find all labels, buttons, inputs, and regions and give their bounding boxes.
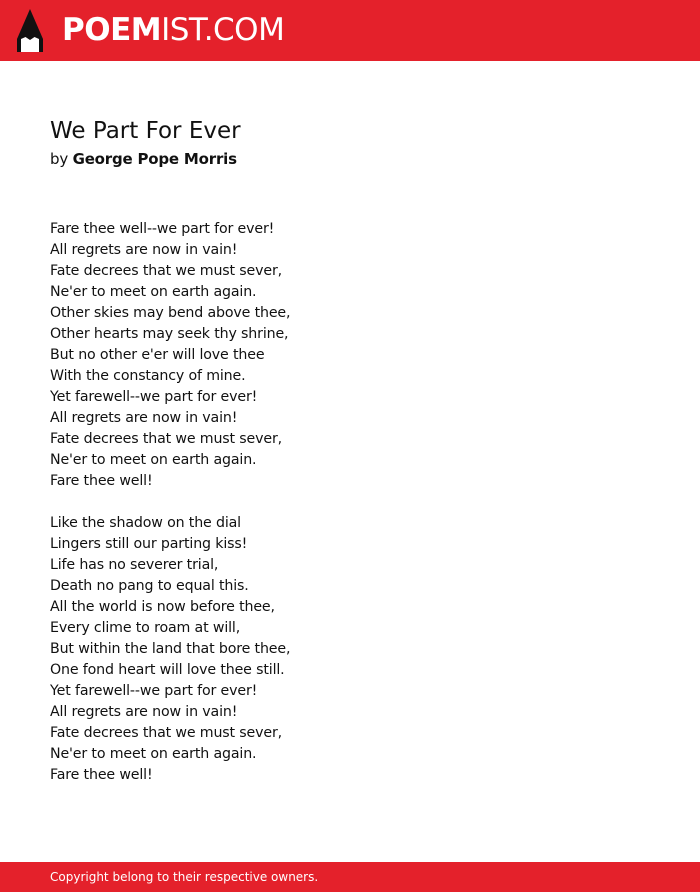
site-logo[interactable] [62, 12, 284, 48]
poem-line: All regrets are now in vain! [50, 410, 238, 426]
poem-line: Fare thee well! [50, 767, 153, 783]
poem-line: All the world is now before thee, [50, 599, 275, 615]
poem-line: With the constancy of mine. [50, 368, 246, 384]
poem-line: Yet farewell--we part for ever! [50, 389, 258, 405]
author-name: George Pope Morris [72, 150, 237, 168]
poem-line: Lingers still our parting kiss! [50, 536, 248, 552]
poem-line: Ne'er to meet on earth again. [50, 452, 257, 468]
poem-line: Death no pang to equal this. [50, 578, 249, 594]
logo-bold-text: POEM [62, 12, 162, 48]
poem-line: Ne'er to meet on earth again. [50, 284, 257, 300]
poem-line: Fate decrees that we must sever, [50, 431, 282, 447]
logo-light-text: IST.COM [161, 12, 285, 48]
poem-title: We Part For Ever [50, 118, 241, 144]
stanza [50, 513, 650, 786]
poem-line: All regrets are now in vain! [50, 704, 238, 720]
poem-line: Like the shadow on the dial [50, 515, 241, 531]
poem-line: Fare thee well--we part for ever! [50, 221, 275, 237]
poem-byline [50, 148, 237, 170]
poem-line: Fate decrees that we must sever, [50, 725, 282, 741]
site-header [0, 0, 700, 61]
poem-line: But no other e'er will love thee [50, 347, 265, 363]
stanza [50, 219, 650, 492]
poem-line: Other hearts may seek thy shrine, [50, 326, 289, 342]
copyright-text: Copyright belong to their respective owners. [50, 870, 319, 884]
poem-line: Ne'er to meet on earth again. [50, 746, 257, 762]
pencil-tip-icon[interactable] [17, 9, 43, 52]
poem-line: One fond heart will love thee still. [50, 662, 285, 678]
poem-line: Fare thee well! [50, 473, 153, 489]
poem-line: Yet farewell--we part for ever! [50, 683, 258, 699]
poem-line: Life has no severer trial, [50, 557, 219, 573]
poem-line: But within the land that bore thee, [50, 641, 291, 657]
poem-line: Other skies may bend above thee, [50, 305, 291, 321]
site-footer [0, 862, 700, 892]
by-label: by [50, 150, 68, 168]
poem-line: All regrets are now in vain! [50, 242, 238, 258]
poem-body [50, 219, 650, 807]
poem-line: Fate decrees that we must sever, [50, 263, 282, 279]
poem-line: Every clime to roam at will, [50, 620, 241, 636]
